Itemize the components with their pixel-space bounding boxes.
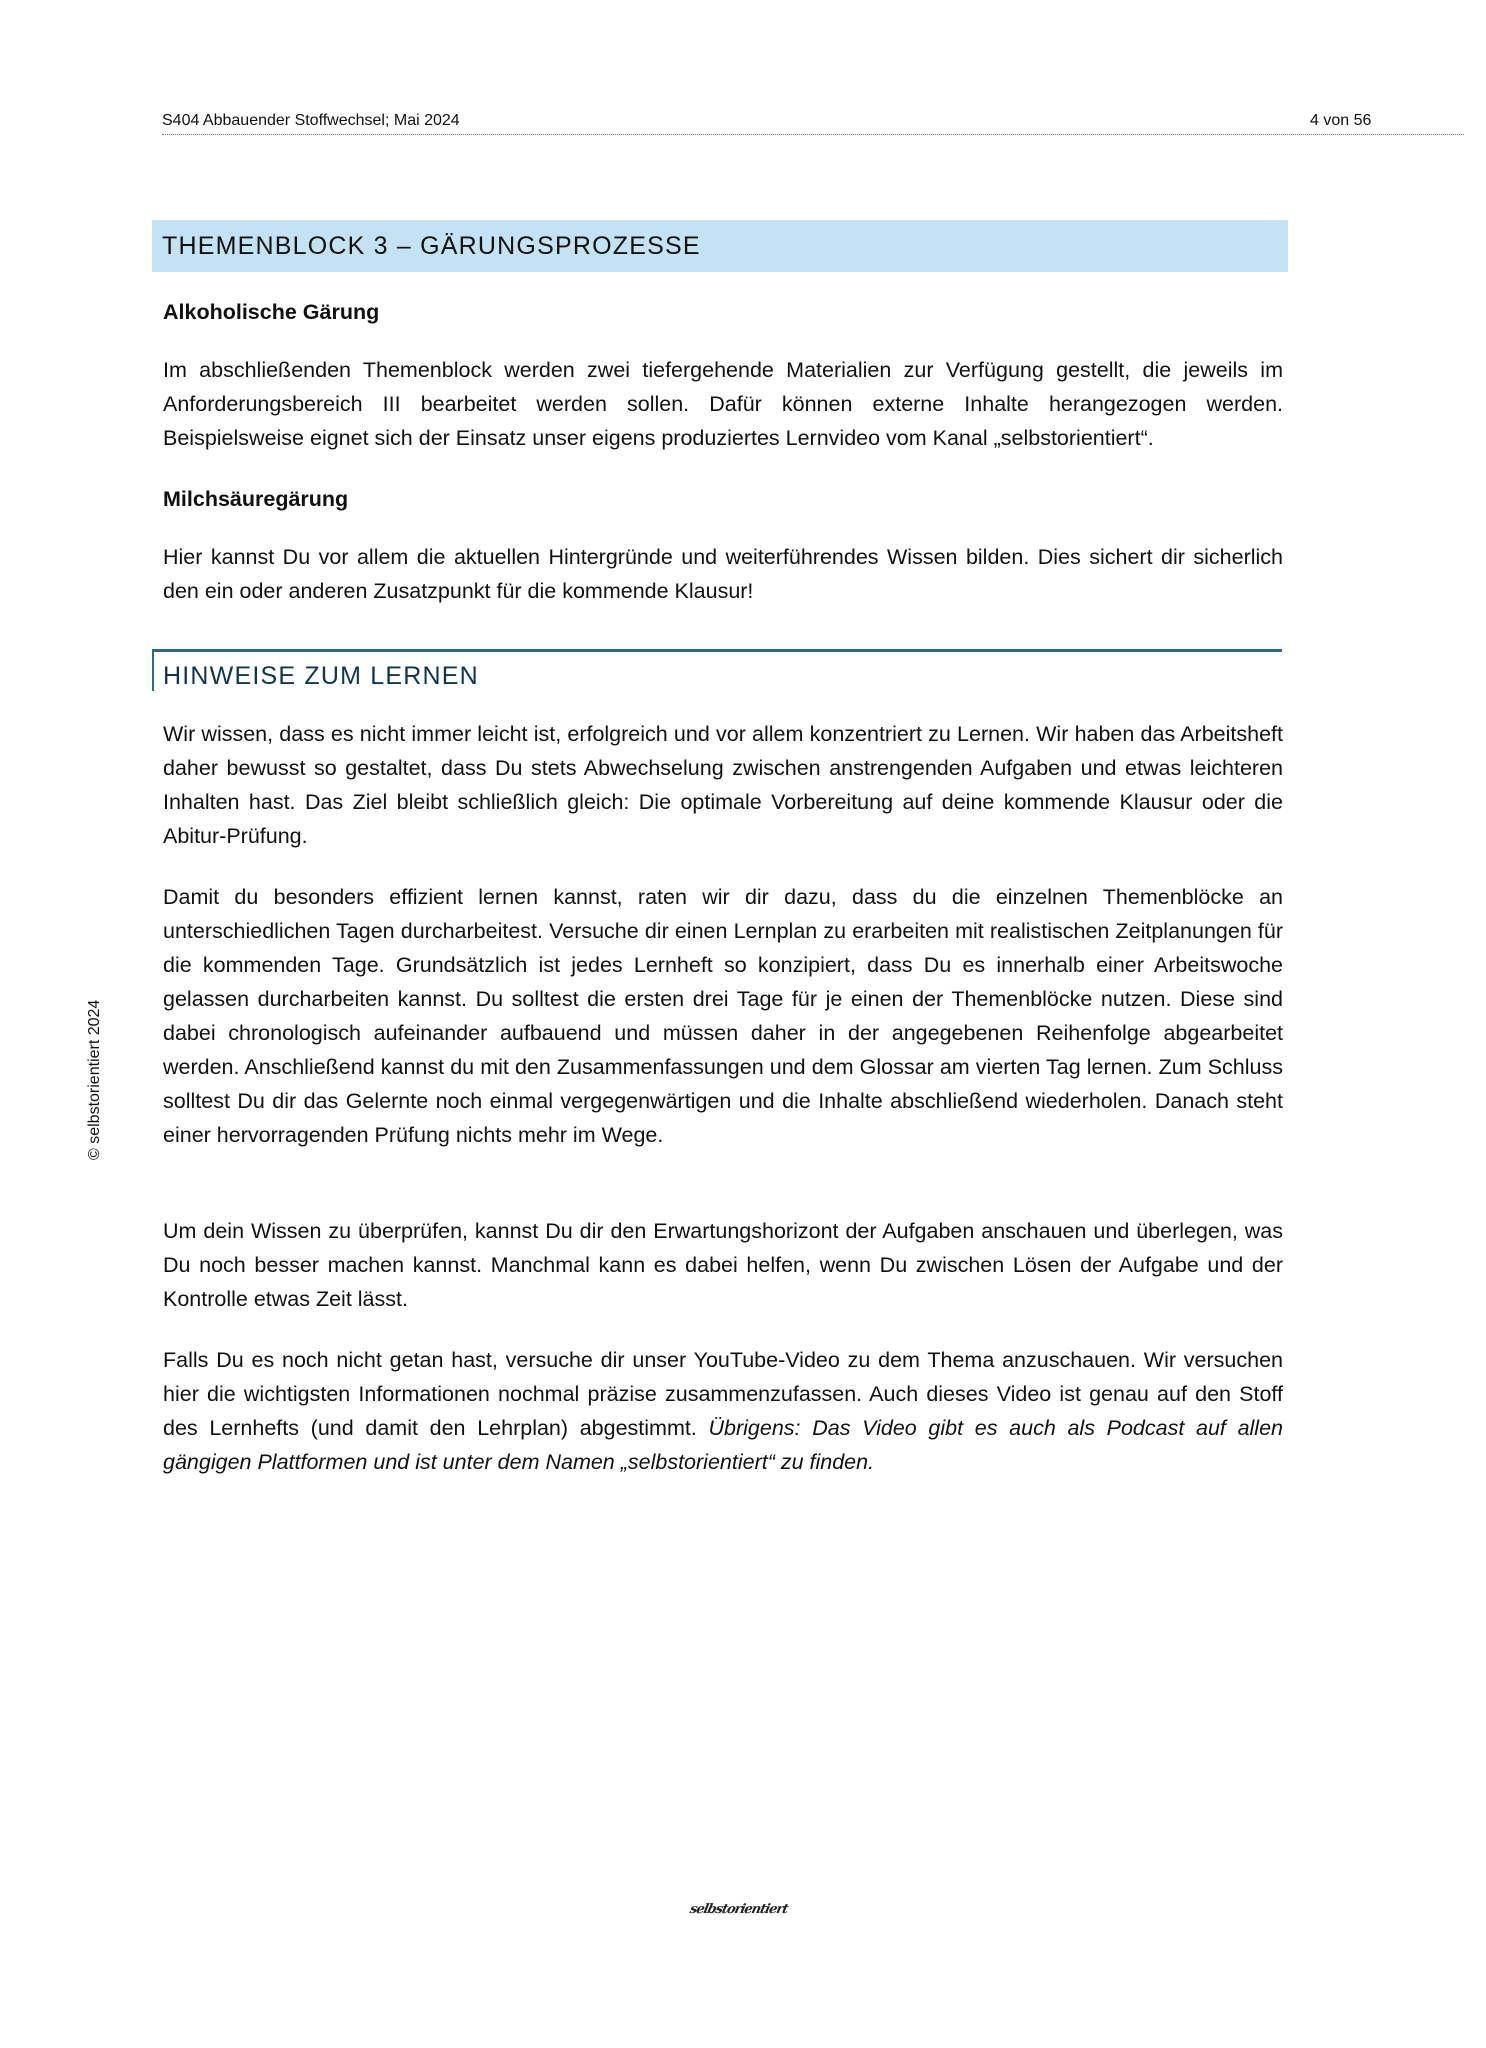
paragraph-italic-note: Übrigens: Das Video gibt es auch als Podcast auf allen gängigen Plattformen und ist unter dem Namen „selbstorientiert“ zu finden. xyxy=(163,1416,1283,1474)
paragraph: Hier kannst Du vor allem die aktuellen Hintergründe und weiterführendes Wissen bilden. Dies sichert dir sicherlich den ein oder anderen Zusatzpunkt für die kommende Klausur! xyxy=(163,545,1283,603)
themenblock-banner xyxy=(152,220,1288,272)
page-header xyxy=(162,108,1464,135)
paragraph: Im abschließenden Themenblock werden zwei tiefergehende Materialien zur Verfügung gestellt, die jeweils im Anforderungsbereich III bearbeitet werden sollen. Dafür können externe Inhalte herangezogen werden. Beispielsweise eignet sich der Einsatz unser eigens produziertes Lernvideo vom Kanal „selbstorientiert“. xyxy=(163,358,1283,450)
paragraph: Um dein Wissen zu überprüfen, kannst Du dir den Erwartungshorizont der Aufgaben anschauen und überlegen, was Du noch besser machen kannst. Manchmal kann es dabei helfen, wenn Du zwischen Lösen der Aufgabe und der Kontrolle etwas Zeit lässt. xyxy=(163,1219,1283,1311)
subheading-milchsaeuregaerung: Milchsäuregärung xyxy=(163,487,349,511)
hinweise-paragraph-2 xyxy=(163,880,1283,1152)
paragraph: Wir wissen, dass es nicht immer leicht ist, erfolgreich und vor allem konzentriert zu Lernen. Wir haben das Arbeitsheft daher bewusst so gestaltet, dass Du stets Abwechselung zwischen anstrengenden Aufgaben und etwas leichteren Inhalten hast. Das Ziel bleibt schließlich gleich: Die optimale Vorbereitung auf deine kommende Klausur oder die Abitur-Prüfung. xyxy=(163,722,1283,848)
themenblock-title: THEMENBLOCK 3 – GÄRUNGSPROZESSE xyxy=(162,232,701,260)
hinweise-paragraph-3 xyxy=(163,1214,1283,1316)
document-title: S404 Abbauender Stoffwechsel; Mai 2024 xyxy=(162,112,460,129)
paragraph-regular-text: Falls Du es noch nicht getan hast, versuche dir unser YouTube-Video zu dem Thema anzuschauen. Wir versuchen hier die wichtigsten Informationen nochmal präzise zusammenzufassen. Auch dieses Video ist genau auf den Stoff des Lernhefts (und damit den Lehrplan) abgestimmt. xyxy=(163,1348,1283,1440)
milchsaeuregaerung-text xyxy=(163,540,1283,608)
paragraph: Damit du besonders effizient lernen kannst, raten wir dir dazu, dass du die einzelnen Themenblöcke an unterschiedlichen Tagen durcharbeitest. Versuche dir einen Lernplan zu erarbeiten mit realistischen Zeitplanungen für die kommenden Tage. Grundsätzlich ist jedes Lernheft so konzipiert, dass Du es innerhalb einer Arbeitswoche gelassen durcharbeiten kannst. Du solltest die ersten drei Tage für je einen der Themenblöcke nutzen. Diese sind dabei chronologisch aufeinander aufbauend und müssen daher in der angegebenen Reihenfolge abgearbeitet werden. Anschließend kannst du mit den Zusammenfassungen und dem Glossar am vierten Tag lernen. Zum Schluss solltest Du dir das Gelernte noch einmal vergegenwärtigen und die Inhalte abschließend wiederholen. Danach steht einer hervorragenden Prüfung nichts mehr im Wege. xyxy=(163,885,1283,1147)
subheading-alkoholische-gaerung: Alkoholische Gärung xyxy=(163,300,380,324)
paragraph xyxy=(163,1343,1283,1479)
copyright-notice: © selbstorientiert 2024 xyxy=(86,999,103,1160)
page-number: 4 von 56 xyxy=(1310,112,1372,129)
hinweise-paragraph-4 xyxy=(163,1343,1283,1479)
selbstorientiert-logo: selbstorientiert xyxy=(688,1902,789,1917)
hinweise-paragraph-1 xyxy=(163,717,1283,853)
hinweise-section-header xyxy=(152,649,1282,691)
alkoholische-gaerung-text xyxy=(163,353,1283,455)
hinweise-title: HINWEISE ZUM LERNEN xyxy=(163,662,479,690)
